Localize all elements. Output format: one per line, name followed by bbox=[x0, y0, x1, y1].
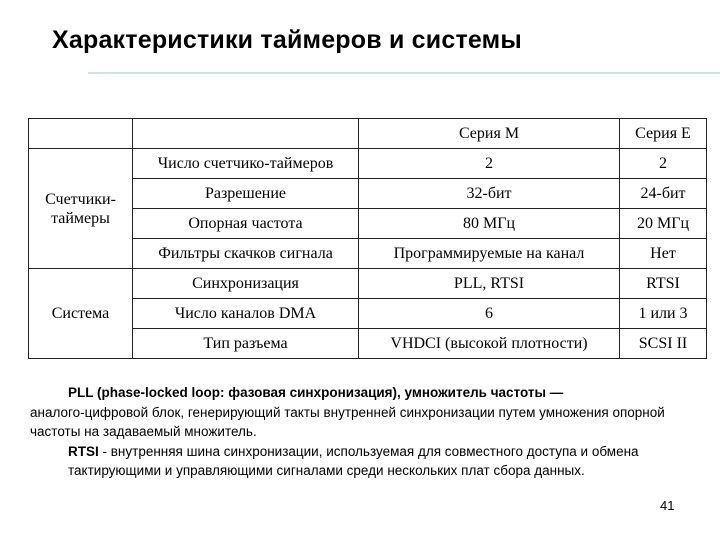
cell-series-e: 20 МГц bbox=[620, 209, 707, 239]
specs-table bbox=[28, 118, 707, 359]
footnote bbox=[30, 383, 702, 481]
row-label: Синхронизация bbox=[133, 269, 359, 299]
pll-note-description: аналого-цифровой блок, генерирующий такты внутренней синхронизации путем умножения опорной частоты на задаваемый множитель. bbox=[30, 404, 665, 439]
cell-series-m: 32-бит bbox=[359, 179, 620, 209]
group-label-counters: Счетчики-таймеры bbox=[29, 149, 133, 269]
row-label: Опорная частота bbox=[133, 209, 359, 239]
row-label: Число счетчико-таймеров bbox=[133, 149, 359, 179]
rtsi-term: RTSI bbox=[68, 443, 99, 459]
cell-series-m: 6 bbox=[359, 299, 620, 329]
cell-series-e: RTSI bbox=[620, 269, 707, 299]
pll-term: PLL (phase-locked loop: фазовая синхронизация), умножитель частоты — bbox=[68, 385, 564, 400]
rtsi-note bbox=[30, 442, 702, 481]
cell-series-e: 1 или 3 bbox=[620, 299, 707, 329]
cell-series-m: PLL, RTSI bbox=[359, 269, 620, 299]
row-label: Разрешение bbox=[133, 179, 359, 209]
cell-series-m: 2 bbox=[359, 149, 620, 179]
group-label-system: Система bbox=[29, 269, 133, 359]
pll-note-term bbox=[30, 383, 702, 403]
cell-series-e: 24-бит bbox=[620, 179, 707, 209]
table-row bbox=[29, 269, 707, 299]
slide-title: Характеристики таймеров и системы bbox=[52, 26, 522, 54]
cell-series-m: VHDCI (высокой плотности) bbox=[359, 329, 620, 359]
row-label: Число каналов DMA bbox=[133, 299, 359, 329]
table-row bbox=[29, 149, 707, 179]
row-label: Фильтры скачков сигнала bbox=[133, 239, 359, 269]
cell-series-m: 80 МГц bbox=[359, 209, 620, 239]
header-series-e: Серия Е bbox=[620, 119, 707, 149]
cell-series-e: 2 bbox=[620, 149, 707, 179]
cell-series-m: Программируемые на канал bbox=[359, 239, 620, 269]
rtsi-description: - внутренняя шина синхронизации, используемая для совместного доступа и обмена тактирующими и управляющими сигналами среди нескольких плат сбора данных. bbox=[68, 443, 639, 478]
cell-series-e: Нет bbox=[620, 239, 707, 269]
page-number: 41 bbox=[660, 498, 675, 513]
title-underline bbox=[88, 72, 720, 74]
header-series-m: Серия М bbox=[359, 119, 620, 149]
header-cell-empty-2 bbox=[133, 119, 359, 149]
header-cell-empty-1 bbox=[29, 119, 133, 149]
cell-series-e: SCSI II bbox=[620, 329, 707, 359]
row-label: Тип разъема bbox=[133, 329, 359, 359]
table-header-row bbox=[29, 119, 707, 149]
